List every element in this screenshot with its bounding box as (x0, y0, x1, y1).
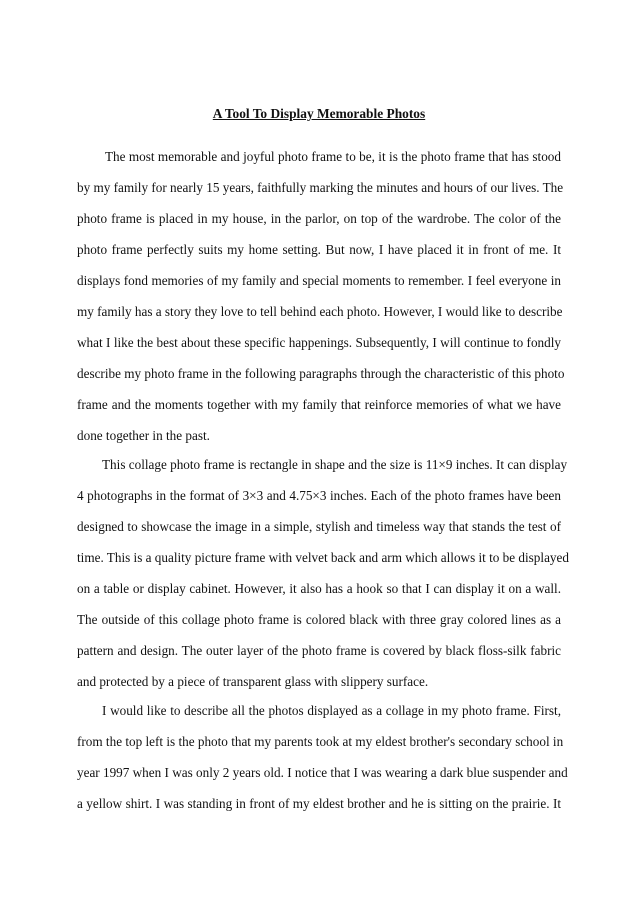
paragraph-line: describe my photo frame in the following paragraphs through the characteristic of this photo (77, 366, 565, 381)
paragraph-line: from the top left is the photo that my parents took at my eldest brother's secondary school in (77, 734, 564, 749)
paragraph-3 (77, 702, 568, 826)
paragraph-line: my family has a story they love to tell behind each photo. However, I would like to describe (77, 304, 563, 319)
paragraph-line: 4 photographs in the format of 3×3 and 4.75×3 inches. Each of the photo frames have been (77, 488, 561, 503)
document-title: A Tool To Display Memorable Photos (212, 106, 426, 121)
paragraph-line: and protected by a piece of transparent glass with slippery surface. (77, 674, 429, 689)
paragraph-line: I would like to describe all the photos displayed as a collage in my photo frame. First, (102, 703, 561, 718)
paragraph-line: photo frame is placed in my house, in the parlor, on top of the wardrobe. The color of the (77, 211, 561, 226)
paragraph-line: The outside of this collage photo frame is colored black with three gray colored lines as a (77, 612, 561, 627)
paragraph-line: frame and the moments together with my family that reinforce memories of what we have (77, 397, 561, 412)
paragraph-2 (77, 456, 569, 704)
paragraph-line: on a table or display cabinet. However, it also has a hook so that I can display it on a wall. (77, 581, 561, 596)
paragraph-1 (77, 148, 565, 458)
paragraph-line: year 1997 when I was only 2 years old. I notice that I was wearing a dark blue suspender and (77, 765, 568, 780)
paragraph-line: what I like the best about these specific happenings. Subsequently, I will continue to fondly (77, 335, 561, 350)
paragraph-line: pattern and design. The outer layer of the photo frame is covered by black floss-silk fabric (77, 643, 561, 658)
paragraph-line: by my family for nearly 15 years, faithfully marking the minutes and hours of our lives. The (77, 180, 564, 195)
paragraph-line: This collage photo frame is rectangle in shape and the size is 11×9 inches. It can display (102, 457, 568, 472)
paragraph-line: displays fond memories of my family and special moments to remember. I feel everyone in (77, 273, 561, 288)
paragraph-line: The most memorable and joyful photo frame to be, it is the photo frame that has stood (105, 149, 561, 164)
paragraph-line: a yellow shirt. I was standing in front of my eldest brother and he is sitting on the prairie. It (77, 796, 561, 811)
paragraph-line: designed to showcase the image in a simple, stylish and timeless way that stands the test of (77, 519, 561, 534)
paragraph-line: time. This is a quality picture frame with velvet back and arm which allows it to be displayed (77, 550, 569, 565)
paragraph-line: photo frame perfectly suits my home setting. But now, I have placed it in front of me. It (77, 242, 561, 257)
paragraph-line: done together in the past. (77, 428, 210, 443)
